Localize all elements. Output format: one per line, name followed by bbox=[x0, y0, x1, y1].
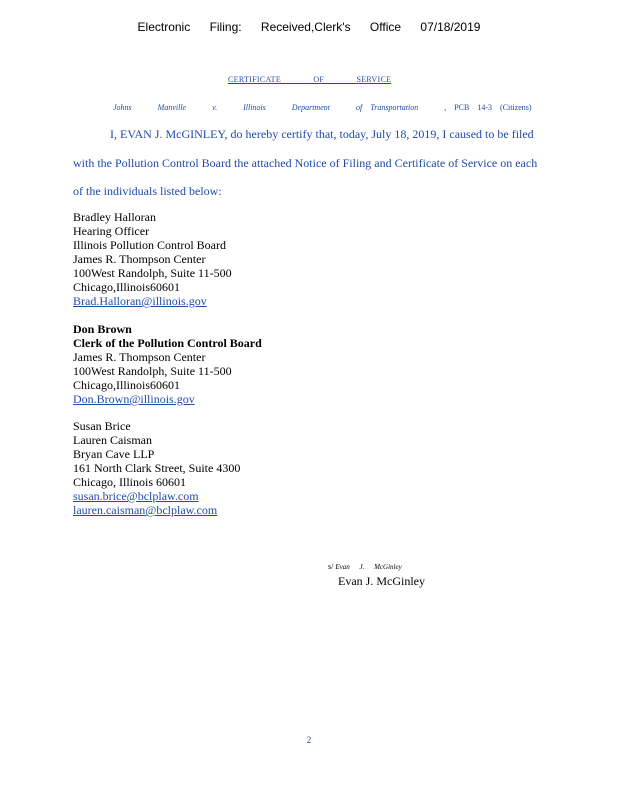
email-link[interactable]: lauren.caisman@bclplaw.com bbox=[73, 503, 218, 517]
recipient-line: James R. Thompson Center bbox=[73, 350, 206, 364]
recipient-line: Illinois Pollution Control Board bbox=[73, 238, 227, 252]
recipient-block bbox=[73, 419, 240, 517]
recipient-block bbox=[73, 210, 232, 308]
recipient-line: 100West Randolph, Suite 11-500 bbox=[73, 266, 232, 280]
recipient-line: 100West Randolph, Suite 11-500 bbox=[73, 364, 232, 378]
caption-text: v. bbox=[212, 103, 218, 112]
recipient-line: Susan Brice bbox=[73, 419, 131, 433]
document-title: CERTIFICATE OF SERVICE bbox=[228, 75, 392, 84]
page-number: 2 bbox=[306, 735, 312, 745]
recipient-line: 161 North Clark Street, Suite 4300 bbox=[73, 461, 241, 475]
recipient-line: Hearing Officer bbox=[73, 224, 150, 238]
caption-text: of bbox=[355, 103, 363, 112]
recipient-block bbox=[73, 322, 262, 406]
body-line: with the Pollution Control Board the attached Notice of Filing and Certificate of Service on each bbox=[73, 156, 538, 170]
recipient-line: Chicago, Illinois 60601 bbox=[73, 475, 186, 489]
email-link[interactable]: susan.brice@bclplaw.com bbox=[73, 489, 199, 503]
recipient-line: Bryan Cave LLP bbox=[73, 447, 155, 461]
stamp-date: 07/18/2019 bbox=[420, 20, 481, 34]
caption-text: Transportation bbox=[370, 103, 419, 112]
body-line: of the individuals listed below: bbox=[73, 184, 222, 198]
stamp-text: Office bbox=[369, 20, 402, 34]
caption-text: Johns bbox=[113, 103, 132, 112]
caption-text: Manville bbox=[157, 103, 187, 112]
recipient-line: Chicago,Illinois60601 bbox=[73, 280, 180, 294]
stamp-text: Received,Clerk's bbox=[260, 20, 351, 34]
email-link[interactable]: Don.Brown@illinois.gov bbox=[73, 392, 195, 406]
signer-name: Evan J. McGinley bbox=[338, 574, 425, 588]
filing-stamp bbox=[0, 20, 618, 34]
recipient-line: Lauren Caisman bbox=[73, 433, 152, 447]
case-caption bbox=[113, 103, 532, 112]
caption-text: (Citizens) bbox=[500, 103, 532, 112]
recipient-line: James R. Thompson Center bbox=[73, 252, 206, 266]
caption-text: Department bbox=[291, 103, 330, 112]
recipient-line: Chicago,Illinois60601 bbox=[73, 378, 180, 392]
email-link[interactable]: Brad.Halloran@illinois.gov bbox=[73, 294, 207, 308]
recipient-line: Don Brown bbox=[73, 322, 132, 336]
recipient-line: Bradley Halloran bbox=[73, 210, 156, 224]
signature-script: Evan J. McGinley bbox=[335, 563, 402, 571]
stamp-text: Filing: bbox=[209, 20, 242, 34]
recipient-line: Clerk of the Pollution Control Board bbox=[73, 336, 262, 350]
signature-line bbox=[328, 562, 402, 571]
signature-prefix: s/ bbox=[328, 562, 334, 571]
caption-text: , PCB bbox=[444, 103, 470, 112]
caption-text: 14-3 bbox=[477, 103, 493, 112]
body-line: I, EVAN J. McGINLEY, do hereby certify that, today, July 18, 2019, I caused to be filed bbox=[110, 127, 534, 141]
caption-text: Illinois bbox=[243, 103, 266, 112]
stamp-text: Electronic bbox=[137, 20, 191, 34]
